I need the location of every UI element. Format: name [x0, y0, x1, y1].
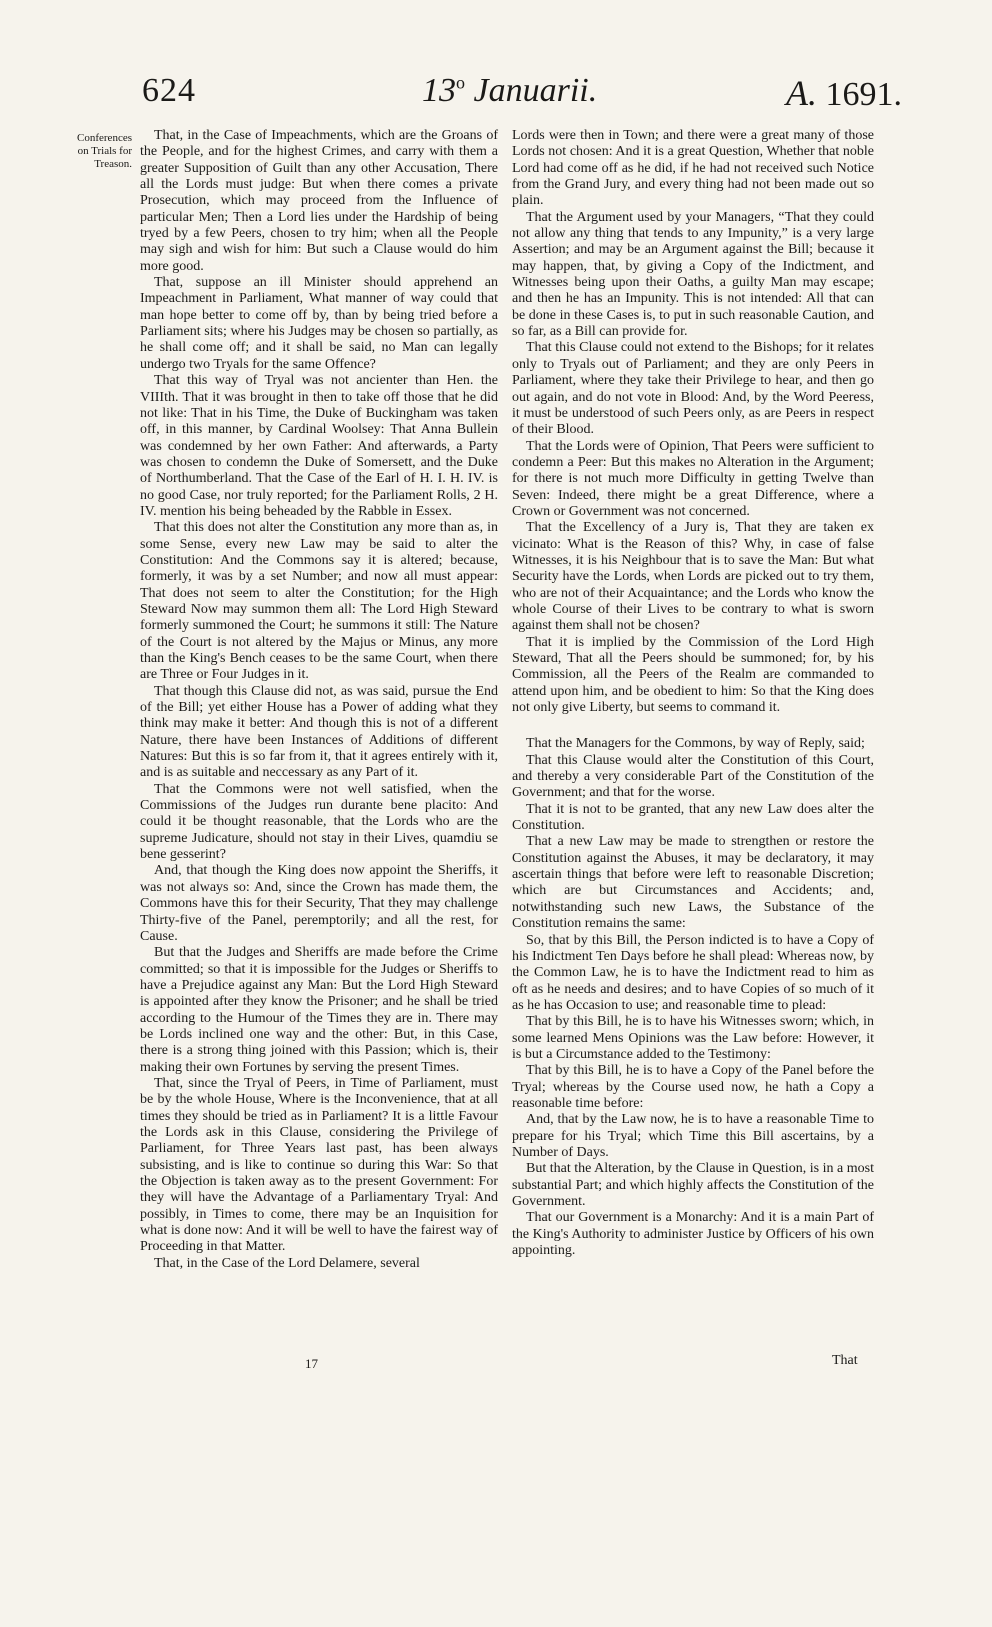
paragraph: That a new Law may be made to strengthen or restore the Constitution against the Abuses, it may be declaratory, it may ascertain things that before were left to reasonable Discretion; which are but Circumstances and Accidents; and, notwithstanding such new Laws, the Substance of the Constitution remains the same:	[512, 834, 874, 932]
year-prefix: A.	[786, 73, 817, 113]
margin-note-line: Treason.	[94, 158, 132, 170]
signature-mark: 17	[305, 1356, 318, 1371]
paragraph: That the Argument used by your Managers, “That they could not allow any thing that tends to any Impunity,” is a very large Assertion; and may be an Argument against the Bill; because it may happen, that, by giving a Copy of the Indictment, and Witnesses being upon their Oaths, a guilty Man may escape; and then he has an Impunity. This is not intended: All that can be done in these Cases is, to put in such reasonable Caution, and so far, as a Bill can provide for.	[512, 209, 874, 340]
paragraph: And, that by the Law now, he is to have a reasonable Time to prepare for his Tryal; which Time this Bill ascertains, by a Number of Days.	[512, 1112, 874, 1160]
paragraph: But that the Alteration, by the Clause in Question, is in a most substantial Part; and which highly affects the Constitution of the Government.	[512, 1161, 874, 1209]
paragraph: That it is implied by the Commission of the Lord High Steward, That all the Peers should be summoned; for, by his Commission, all the Peers of the Realm are commanded to attend upon him, and be obedient to him: So that the King does not only give Liberty, but seems to command it.	[512, 634, 874, 716]
running-year	[786, 72, 902, 114]
paragraph: And, that though the King does now appoint the Sheriffs, it was not always so: And, since the Crown has made them, the Commons have this for their Security, That they may challenge Thirty-five of the Panel, peremptorily; and all the rest, for Cause.	[140, 863, 498, 944]
left-column	[140, 128, 498, 1272]
paragraph: That this Clause could not extend to the Bishops; for it relates only to Tryals out of Parliament; and they are only Peers in Parliament, where they take their Privilege to hear, and then go out again, and do not vote in Blood: And, by the Word Peeress, it must be understood of such Peers only, as are Peers in respect of their Blood.	[512, 340, 874, 438]
paragraph: That the Commons were not well satisfied, when the Commissions of the Judges run durante bene placito: And could it be thought reasonable, that the Lords who are the supreme Judicature, should not stay in their Lives, quamdiu se bene gesserint?	[140, 781, 498, 863]
paragraph: That though this Clause did not, as was said, pursue the End of the Bill; yet either House has a Power of adding what they think may make it better: And though this is not of a different Nature, there have been Instances of Additions of different Natures: But this is so far from it, that it agrees entirely with it, and is as suitable and neccessary as any Part of it.	[140, 683, 498, 781]
margin-note-line: Conferences	[77, 132, 132, 144]
paragraph: That it is not to be granted, that any new Law does alter the Constitution.	[512, 801, 874, 834]
right-column	[512, 128, 874, 1259]
margin-note-line: on Trials for	[77, 145, 132, 157]
running-title-day-suffix: o	[456, 72, 465, 93]
paragraph: But that the Judges and Sheriffs are made before the Crime committed; so that it is impossible for the Judges or Sheriffs to have a Prejudice against any Man: But the Lord High Steward is appointed after they know the Prisoner; and he shall be tried according to the Humour of the Times they are in. There may be Lords inclined one way and the other: But, in this Case, there is a strong thing joined with this Passion; which is, their making their own Fortunes by serving the present Times.	[140, 945, 498, 1075]
paragraph: That by this Bill, he is to have his Witnesses sworn; which, in some learned Mens Opinions was the Law before: However, it is but a Circumstance added to the Testimony:	[512, 1014, 874, 1062]
year-value: 1691.	[825, 76, 902, 113]
margin-note	[60, 132, 132, 171]
catchword: That	[832, 1353, 858, 1368]
running-header	[142, 72, 902, 132]
paragraph: Lords were then in Town; and there were a great many of those Lords not chosen: And it is a great Question, Whether that noble Lord had come off as he did, if he had not received such Notice from the Grand Jury, and every thing had not been made out so plain.	[512, 128, 874, 209]
running-title	[422, 72, 597, 110]
paragraph: That the Lords were of Opinion, That Peers were sufficient to condemn a Peer: But this makes no Alteration in the Argument; for there is not much more Difficulty in getting Twelve than Seven: Indeed, there might be a great Difference, where a Crown or Government was not concerned.	[512, 438, 874, 519]
running-title-day: 13	[422, 72, 456, 109]
paragraph: That this Clause would alter the Constitution of this Court, and thereby a very considerable Part of the Constitution of the Government; and that for the worse.	[512, 752, 874, 801]
paragraph: So, that by this Bill, the Person indicted is to have a Copy of his Indictment Ten Days before he shall plead: Whereas now, by the Common Law, he is to have the Indictment read to him as oft as he needs and desires; and to have Copies of so much of it as he has Occasion to use; and reasonable time to plead:	[512, 932, 874, 1013]
paragraph: That, in the Case of Impeachments, which are the Groans of the People, and for the highest Crimes, and carry with them a greater Supposition of Guilt than any other Accusation, There all the Lords must judge: But when there comes a private Prosecution, which may proceed from the Influence of particular Men; Then a Lord lies under the Hardship of being tryed by a few Peers, chosen to try him; when all the People may sigh and wish for him: But such a Clause would do him more good.	[140, 128, 498, 274]
paragraph: That our Government is a Monarchy: And it is a main Part of the King's Authority to administer Justice by Officers of his own appointing.	[512, 1210, 874, 1259]
reply-intro: That the Managers for the Commons, by way of Reply, said;	[526, 736, 865, 752]
paragraph: That this way of Tryal was not ancienter than Hen. the VIIIth. That it was brought in then to take off those that he did not like: That in his Time, the Duke of Buckingham was taken off, in this manner, by Cardinal Woolsey: That Anna Bullein was condemned by her own Father: And afterwards, a Party was chosen to condemn the Duke of Somersett, and the Duke of Northumberland. That the Case of the Earl of H. I. H. IV. is no good Case, nor truly reported; for the Parliament Rolls, 2 H. IV. mention his being beheaded by the Rabble in Essex.	[140, 373, 498, 519]
paragraph: That, suppose an ill Minister should apprehend an Impeachment in Parliament, What manner of way could that man hope better to come off by, than by being tried before a Parliament sits; where his Judges may be chosen so partially, as he shall come off; and it shall be said, no Man can legally undergo two Tryals for the same Offence?	[140, 275, 498, 372]
paragraph: That, in the Case of the Lord Delamere, several	[154, 1255, 420, 1271]
paragraph: That the Excellency of a Jury is, That they are taken ex vicinato: What is the Reason of this? Why, in case of false Witnesses, it is his Neighbour that is to save the Man: But what Security have the Lords, when Lords are picked out to try them, who are not of their Acquaintance; and the Lords who know the whole Course of their Lives to be contrary to what is sworn against them shall not be chosen?	[512, 520, 874, 634]
running-title-month: Januarii.	[473, 72, 598, 109]
page-number: 624	[142, 72, 196, 109]
paragraph: That, since the Tryal of Peers, in Time of Parliament, must be by the whole House, Where is the Inconvenience, that at all times they should be tried as in Parliament? It is a little Favour the Lords ask in this Clause, considering the Privilege of Parliament, for Three Years last past, has been always subsisting, and is like to continue so during this War: So that the Objection is taken away as to the present Government: For they will have the Advantage of a Parliamentary Tryal: And possibly, in Times to come, there may be an Inquisition for what is done now: And it will be well to have the fairest way of Proceeding in that Matter.	[140, 1075, 498, 1255]
paragraph: That this does not alter the Constitution any more than as, in some Sense, every new Law may be said to alter the Constitution: And the Commons say it is altered; because, formerly, it was by a set Number; and now all must appear: That does not seem to alter the Constitution; for the High Steward Now may summon them all: The Lord High Steward formerly summoned the Court; he summons it still: The Nature of the Court is not altered by the Majus or Minus, any more than the King's Bench ceases to be the same Court, when there are Three or Four Judges in it.	[140, 520, 498, 683]
paragraph: That by this Bill, he is to have a Copy of the Panel before the Tryal; whereas by the Course used now, he hath a Copy a reasonable time before:	[512, 1063, 874, 1111]
